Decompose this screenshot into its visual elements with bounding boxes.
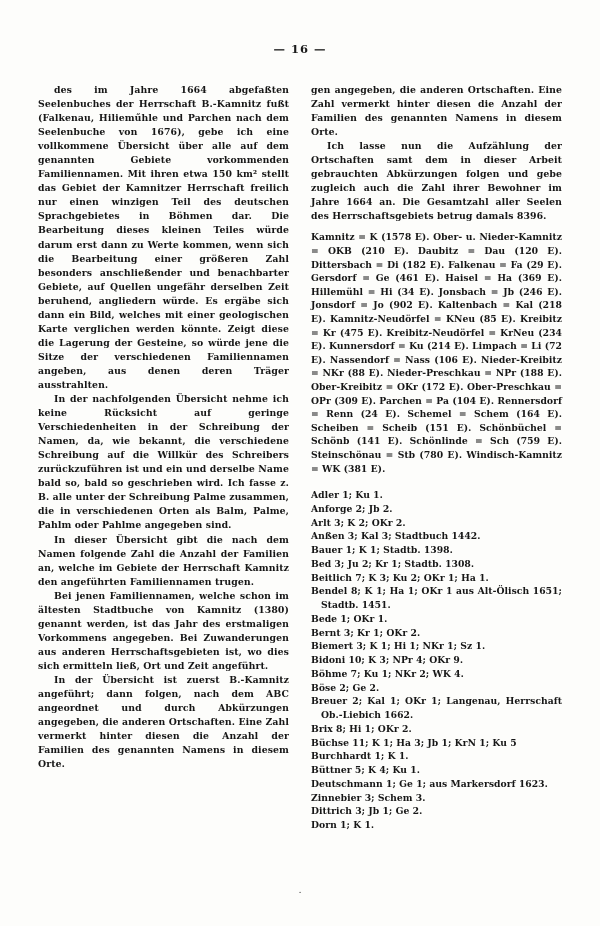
list-item: Breuer 2; Kal 1; OKr 1; Langenau, Herrschaft Ob.-Liebich 1662.	[311, 696, 562, 722]
paragraph: In der nachfolgenden Übersicht nehme ich keine Rücksicht auf geringe Verschiedenheiten in der Schreibung der Namen, da, wie bekannt, die verschiedene Schreibung auf die Willkür des Schreibers zurückzuführen ist und ein und derselbe Name bald so, bald so geschrieben wird. Ich fasse z. B. alle unter der Schreibung Palme zusammen, die in verschiedenen Orten als Balm, Palme, Pahlm oder Pahlme angegeben sind.	[38, 394, 289, 532]
list-item: Bauer 1; K 1; Stadtb. 1398.	[311, 545, 453, 557]
paragraph: gen angegeben, die anderen Ortschaften. Eine Zahl vermerkt hinter diesen die Anzahl der Familien des genannten Namens in diesem Orte.	[311, 85, 562, 139]
list-item: Biemert 3; K 1; Hi 1; NKr 1; Sz 1.	[311, 641, 486, 653]
list-item: Bed 3; Ju 2; Kr 1; Stadtb. 1308.	[311, 558, 475, 570]
list-item: Anforge 2; Jb 2.	[311, 503, 393, 515]
list-item: Deutschmann 1; Ge 1; aus Markersdorf 1623.	[311, 778, 548, 790]
list-item: Dittrich 3; Jb 1; Ge 2.	[311, 806, 423, 818]
list-item: Bede 1; OKr 1.	[311, 613, 388, 625]
list-item: Anßen 3; Kal 3; Stadtbuch 1442.	[311, 531, 481, 543]
list-item: Dorn 1; K 1.	[311, 820, 375, 832]
left-column	[38, 84, 289, 833]
list-item: Bidoni 10; K 3; NPr 4; OKr 9.	[311, 655, 464, 667]
two-column-body	[38, 84, 562, 833]
list-item: Büttner 5; K 4; Ku 1.	[311, 765, 420, 777]
list-item: Böhme 7; Ku 1; NKr 2; WK 4.	[311, 668, 464, 680]
list-item: Büchse 11; K 1; Ha 3; Jb 1; KrN 1; Ku 5	[311, 737, 517, 749]
page-number: — 16 —	[273, 42, 327, 56]
list-item: Böse 2; Ge 2.	[311, 682, 380, 694]
list-item: Burchhardt 1; K 1.	[311, 751, 409, 763]
list-item: Adler 1; Ku 1.	[311, 490, 383, 502]
list-item: Beitlich 7; K 3; Ku 2; OKr 1; Ha 1.	[311, 572, 489, 584]
footer-mark: .	[298, 886, 302, 896]
paragraph: In dieser Übersicht gibt die nach dem Namen folgende Zahl die Anzahl der Familien an, welche im Gebiete der Herrschaft Kamnitz den angeführten Familiennamen trugen.	[38, 534, 289, 588]
list-item: Arlt 3; K 2; OKr 2.	[311, 517, 406, 529]
right-column	[311, 84, 562, 833]
list-item: Zinnebier 3; Schem 3.	[311, 792, 426, 804]
list-item: Brix 8; Hi 1; OKr 2.	[311, 723, 412, 735]
paragraph: Ich lasse nun die Aufzählung der Ortschaften samt dem in dieser Arbeit gebrauchten Abkürzungen folgen und gebe zugleich auch die Zahl ihrer Bewohner im Jahre 1664 an. Die Gesamtzahl aller Seelen des Herrschaftsgebiets betrug damals 8396.	[311, 141, 562, 223]
paragraph: des im Jahre 1664 abgefaßten Seelenbuches der Herrschaft B.-Kamnitz fußt (Falkenau, Hilieműhle und Parchen nach dem Seelenbuche von 1676), gebe ich eine vollkommene Übersicht über alle auf dem genannten Gebiete vorkommenden Familiennamen. Mit ihren etwa 150 km² stellt das Gebiet der Kamnitzer Herrschaft freilich nur einen winzigen Teil des deutschen Sprachgebietes in Böhmen dar. Die Bearbeitung dieses kleinen Teiles würde darum erst dann zu Werte kommen, wenn sich die Bearbeitung einer größeren Zahl besonders anschließender und benachbarter Gebiete, auf Quellen ungefähr derselben Zeit beruhend, angliedern würde. Es ergäbe sich dann ein Bild, welches mit einer geologischen Karte verglichen werden könnte. Zeigt diese die Lagerung der Gesteine, so würde jene die Sitze der verschiedenen Familiennamen angeben, aus denen deren Träger ausstrahlten.	[38, 85, 289, 391]
paragraph: Bei jenen Familiennamen, welche schon im ältesten Stadtbuche von Kamnitz (1380) genannt werden, ist das Jahr des erstmaligen Vorkommens angegeben. Bei Zuwanderungen aus anderen Herrschaftsgebieten ist, wo dies sich ermitteln ließ, Ort und Zeit angeführt.	[38, 590, 289, 672]
family-name-list	[311, 489, 562, 833]
list-item: Bernt 3; Kr 1; OKr 2.	[311, 627, 421, 639]
paragraph: In der Übersicht ist zuerst B.-Kamnitz angeführt; dann folgen, nach dem ABC angeordnet und durch Abkürzungen angegeben, die anderen Ortschaften. Eine Zahl vermerkt hinter diesen die Anzahl der Familien des genannten Namens in diesem Orte.	[38, 674, 289, 771]
abbreviations-block: Kamnitz = K (1578 E). Ober- u. Nieder-Kamnitz = OKB (210 E). Daubitz = Dau (120 E). Dittersbach = Di (182 E). Falkenau = Fa (29 E). Gersdorf = Ge (461 E). Haisel = Ha (369 E). Hillemühl = Hi (34 E). Jonsbach = Jb (246 E). Jonsdorf = Jo (902 E). Kaltenbach = Kal (218 E). Kamnitz-Neudörfel = KNeu (85 E). Kreibitz = Kr (475 E). Kreibitz-Neudörfel = KrNeu (234 E). Kunnersdorf = Ku (214 E). Limpach = Li (72 E). Nassendorf = Nass (106 E). Nieder-Kreibitz = NKr (88 E). Nieder-Preschkau = NPr (188 E). Ober-Kreibitz = OKr (172 E). Ober-Preschkau = OPr (309 E). Parchen = Pa (104 E). Rennersdorf = Renn (24 E). Schemel = Schem (164 E). Scheiben = Scheib (151 E). Schönbüchel = Schönb (141 E). Schönlinde = Sch (759 E). Steinschönau = Stb (780 E). Windisch-Kamnitz = WK (381 E).	[311, 232, 562, 475]
list-item: Bendel 8; K 1; Ha 1; OKr 1 aus Alt-Ölisch 1651; Stadtb. 1451.	[311, 586, 562, 612]
